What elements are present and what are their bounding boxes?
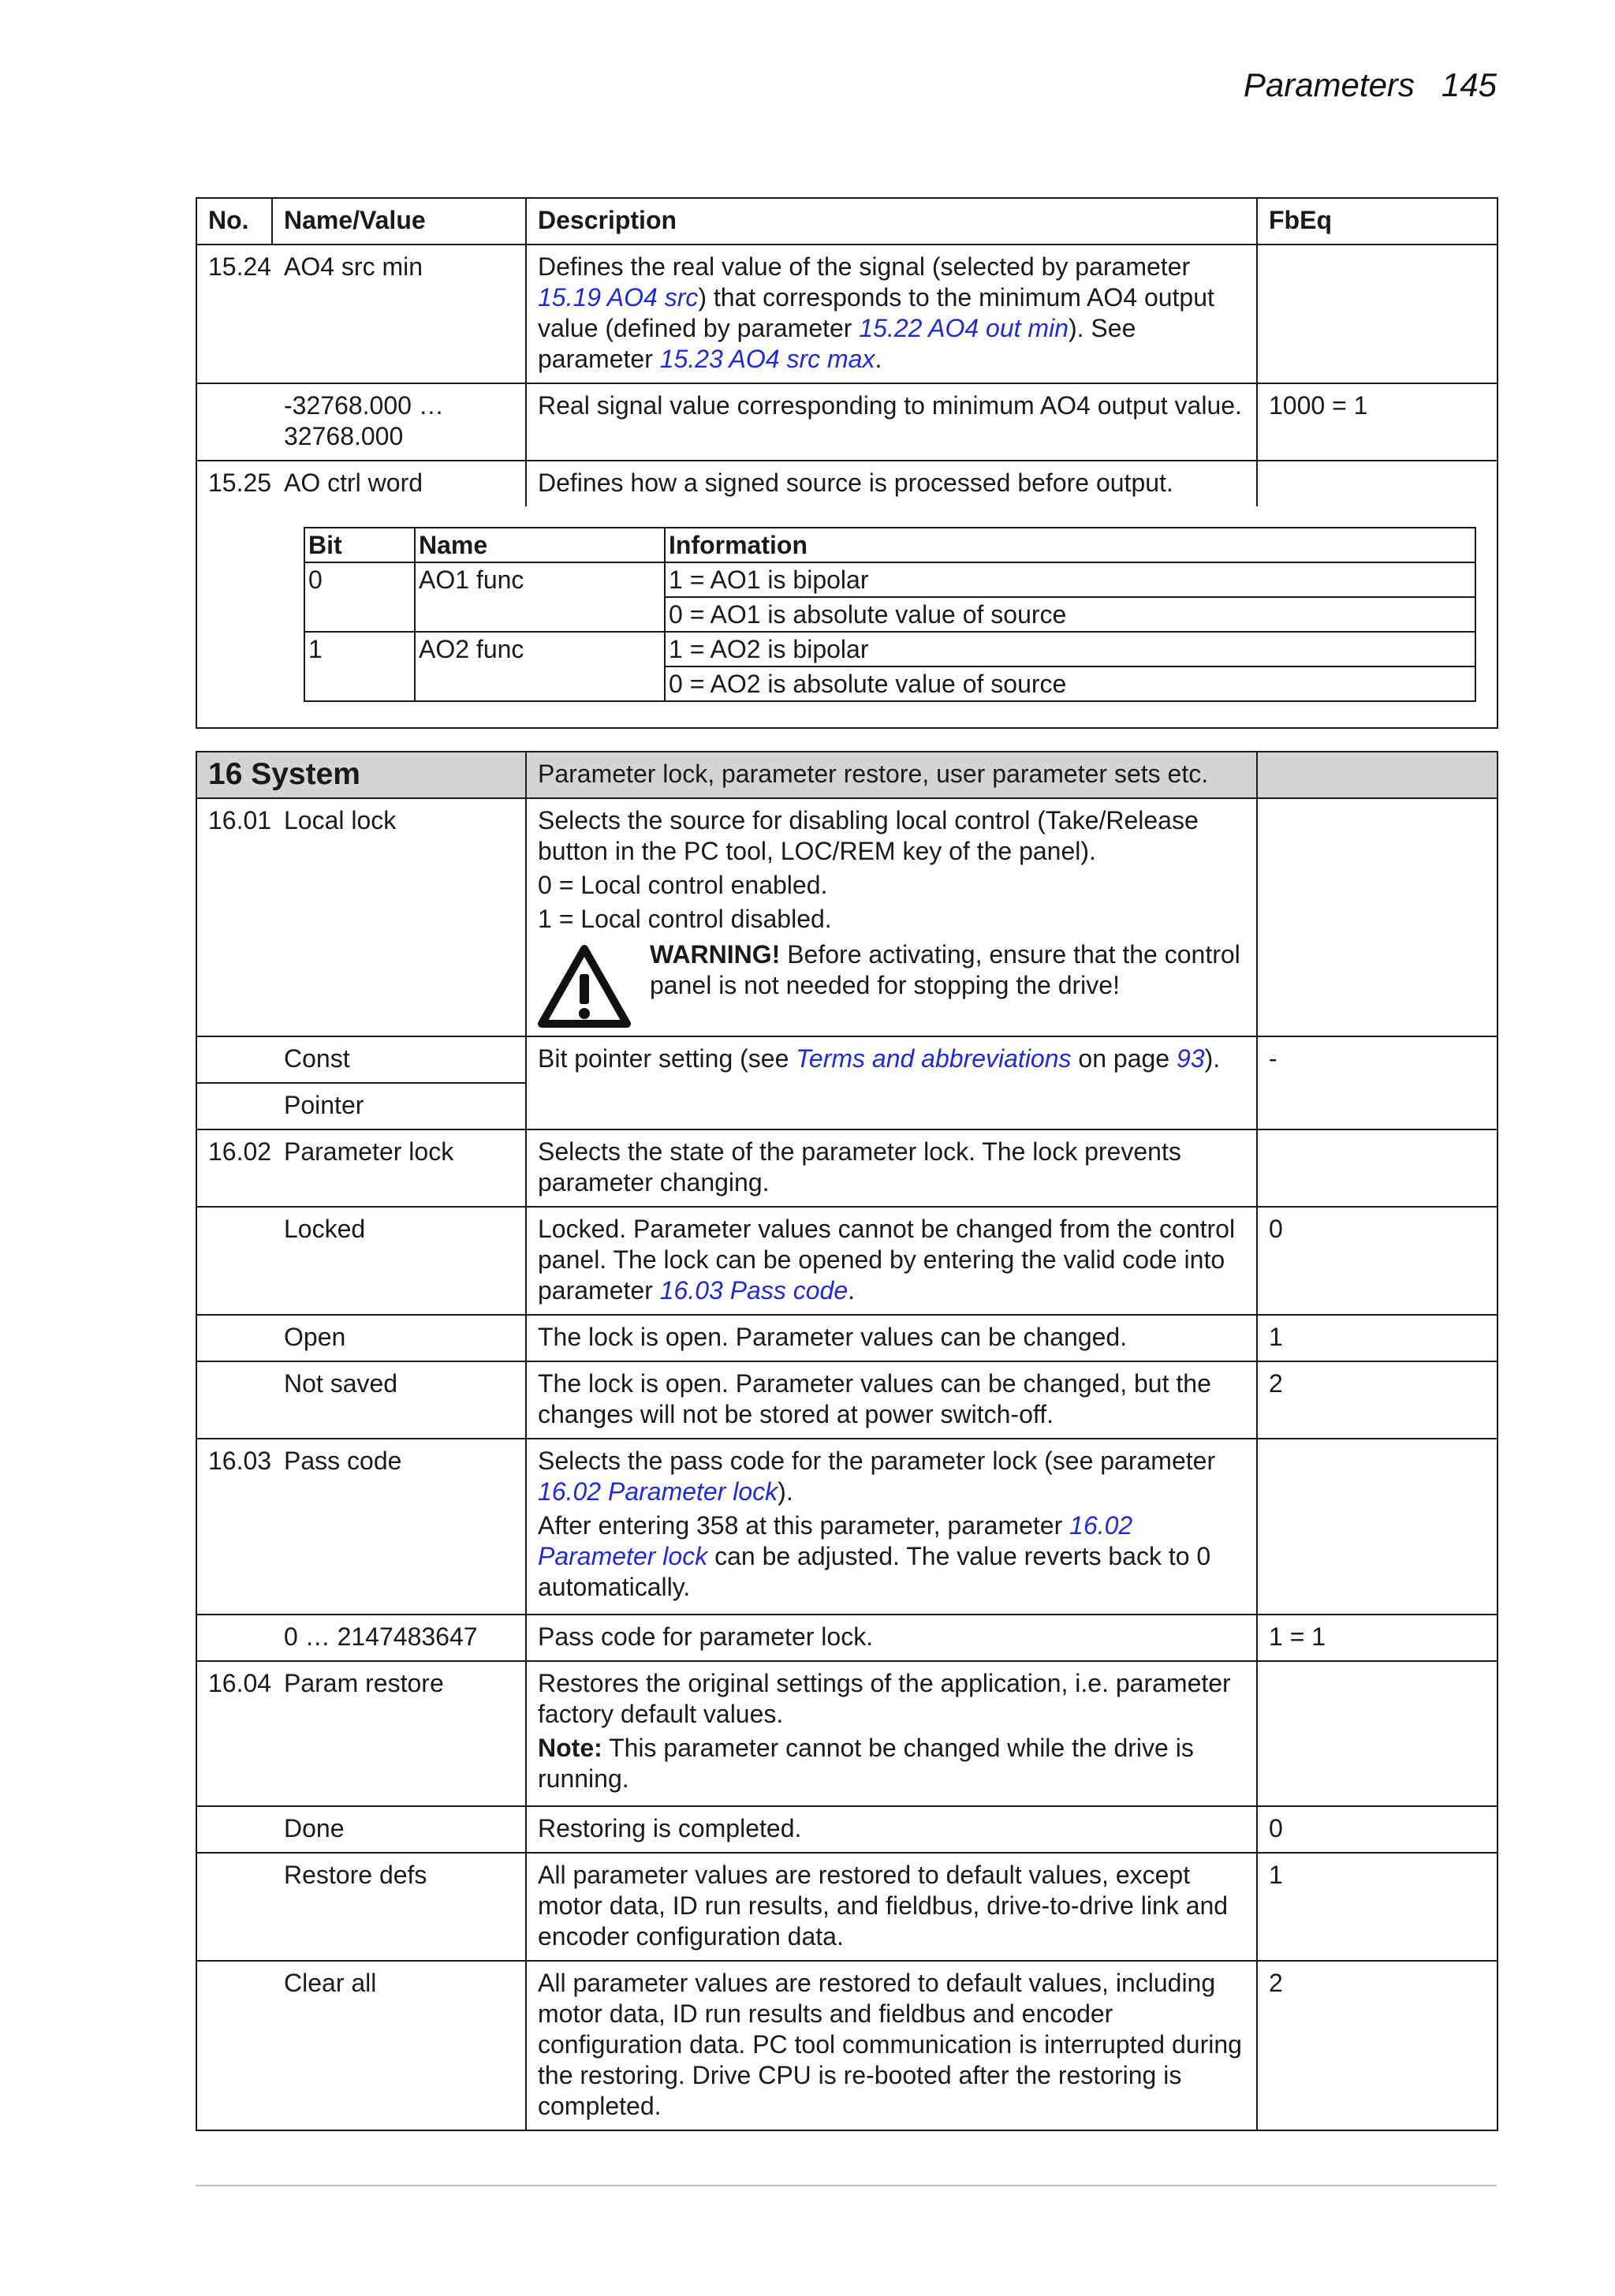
table-header-row [196,198,1498,245]
warning-note: WARNING! Before activating, ensure that the control panel is not needed for stopping the drive! [538,939,1245,1028]
bit-info: 1 = AO1 is bipolar [665,562,1475,597]
group-header-row [196,752,1498,798]
bit-info-header: Information [665,528,1475,562]
bit-name: AO1 func [415,562,665,632]
param-name: AO ctrl word [272,461,526,506]
param-no: 15.24 [196,245,272,383]
warning-triangle-icon [538,944,631,1028]
value-name: Not saved [272,1361,526,1439]
page-header [1244,66,1497,104]
value-name: Open [272,1315,526,1361]
value-name: Restore defs [272,1853,526,1961]
value-name: Done [272,1806,526,1853]
value-name: Clear all [272,1961,526,2130]
value-fbeq: 1 = 1 [1257,1615,1498,1661]
table-row [196,1661,1498,1806]
param-name: AO4 src min [272,245,526,383]
value-description: Bit pointer setting (see Terms and abbreviations on page 93). [526,1036,1257,1129]
value-fbeq: 1 [1257,1853,1498,1961]
param-link[interactable]: 15.22 AO4 out min [859,314,1069,342]
param-description: Selects the pass code for the parameter lock (see parameter 16.02 Parameter lock). After entering 358 at this parameter, parameter 16.02 Parameter lock can be adjusted. The value reverts back to 0 automatically. [526,1439,1257,1615]
table-row [196,1315,1498,1361]
value-name: Pointer [272,1083,526,1129]
table-row [196,1129,1498,1207]
col-header-description: Description [526,198,1257,245]
doc-link[interactable]: Terms and abbreviations [796,1044,1072,1073]
bit-info: 0 = AO2 is absolute value of source [665,666,1475,701]
bit-row [304,562,1475,597]
bit-number: 1 [304,632,415,701]
value-fbeq: 1000 = 1 [1257,383,1498,461]
col-header-fbeq: FbEq [1257,198,1498,245]
value-fbeq: 0 [1257,1806,1498,1853]
bit-table [304,527,1476,702]
value-name: 0 … 2147483647 [272,1615,526,1661]
param-link[interactable]: 16.02 Parameter lock [538,1511,1133,1570]
table-row [196,1615,1498,1661]
value-description: All parameter values are restored to default values, except motor data, ID run results, and fieldbus, drive-to-drive link and encoder configuration data. [526,1853,1257,1961]
param-description: Restores the original settings of the application, i.e. parameter factory default values. Note: This parameter cannot be changed while the drive is running. [526,1661,1257,1806]
param-link[interactable]: 15.19 AO4 src [538,283,699,312]
param-description: Selects the source for disabling local control (Take/Release button in the PC tool, LOC/REM key of the panel). 0 = Local control enabled. 1 = Local control disabled. WARNING! Before activating, ensure that the control panel is not needed for stopping the drive! [526,798,1257,1036]
param-no: 16.01 [196,798,272,1036]
bit-row [304,632,1475,666]
value-fbeq: - [1257,1036,1498,1129]
value-fbeq: 2 [1257,1961,1498,2130]
section-title: Parameters [1243,66,1415,103]
table-row [196,1439,1498,1615]
group-title: 16 System [196,752,526,798]
page-number: 145 [1441,66,1497,103]
table-row [196,245,1498,383]
value-fbeq: 0 [1257,1207,1498,1315]
value-fbeq: 1 [1257,1315,1498,1361]
table-row [196,383,1498,461]
value-fbeq: 2 [1257,1361,1498,1439]
col-header-name: Name/Value [272,198,526,245]
bit-number: 0 [304,562,415,632]
page-link[interactable]: 93 [1176,1044,1205,1073]
value-description: Locked. Parameter values cannot be changed from the control panel. The lock can be opened by entering the valid code into parameter 16.03 Pass code. [526,1207,1257,1315]
param-name: Param restore [272,1661,526,1806]
param-link[interactable]: 16.02 Parameter lock [538,1477,778,1506]
table-row [196,461,1498,506]
table-row [196,1853,1498,1961]
param-link[interactable]: 16.03 Pass code [659,1276,849,1305]
bit-info: 1 = AO2 is bipolar [665,632,1475,666]
value-description: Real signal value corresponding to minimum AO4 output value. [526,383,1257,461]
footer-divider [196,2185,1497,2186]
value-description: The lock is open. Parameter values can be changed. [526,1315,1257,1361]
bit-name: AO2 func [415,632,665,701]
table-row [196,1806,1498,1853]
param-no: 16.04 [196,1661,272,1806]
param-no: 16.03 [196,1439,272,1615]
value-description: Pass code for parameter lock. [526,1615,1257,1661]
bit-info: 0 = AO1 is absolute value of source [665,597,1475,632]
value-name: -32768.000 … 32768.000 [272,383,526,461]
parameter-table-15 [196,197,1498,729]
param-description: Defines how a signed source is processed before output. [526,461,1257,506]
param-fbeq [1257,245,1498,383]
value-description: The lock is open. Parameter values can be changed, but the changes will not be stored at power switch-off. [526,1361,1257,1439]
param-name: Parameter lock [272,1129,526,1207]
param-name: Local lock [272,798,526,1036]
table-row [196,1961,1498,2130]
value-name: Locked [272,1207,526,1315]
value-description: All parameter values are restored to default values, including motor data, ID run results and fieldbus and encoder configuration data. PC tool communication is interrupted during the restoring. Drive CPU is re-booted after the restoring is completed. [526,1961,1257,2130]
table-row [196,1036,1498,1083]
parameter-table-16 [196,751,1498,2131]
value-description: Restoring is completed. [526,1806,1257,1853]
bit-name-header: Name [415,528,665,562]
param-name: Pass code [272,1439,526,1615]
param-no: 15.25 [196,461,272,506]
table-row [196,798,1498,1036]
param-no: 16.02 [196,1129,272,1207]
bit-header: Bit [304,528,415,562]
table-row [196,1207,1498,1315]
param-link[interactable]: 15.23 AO4 src max [659,345,875,373]
group-description: Parameter lock, parameter restore, user parameter sets etc. [526,752,1257,798]
param-description: Selects the state of the parameter lock. The lock prevents parameter changing. [526,1129,1257,1207]
table-row [196,1361,1498,1439]
col-header-no: No. [196,198,272,245]
param-description: Defines the real value of the signal (selected by parameter 15.19 AO4 src) that corresponds to the minimum AO4 output value (defined by parameter 15.22 AO4 out min). See parameter 15.23 AO4 src max. [526,245,1257,383]
table-row [196,506,1498,728]
value-name: Const [272,1036,526,1083]
